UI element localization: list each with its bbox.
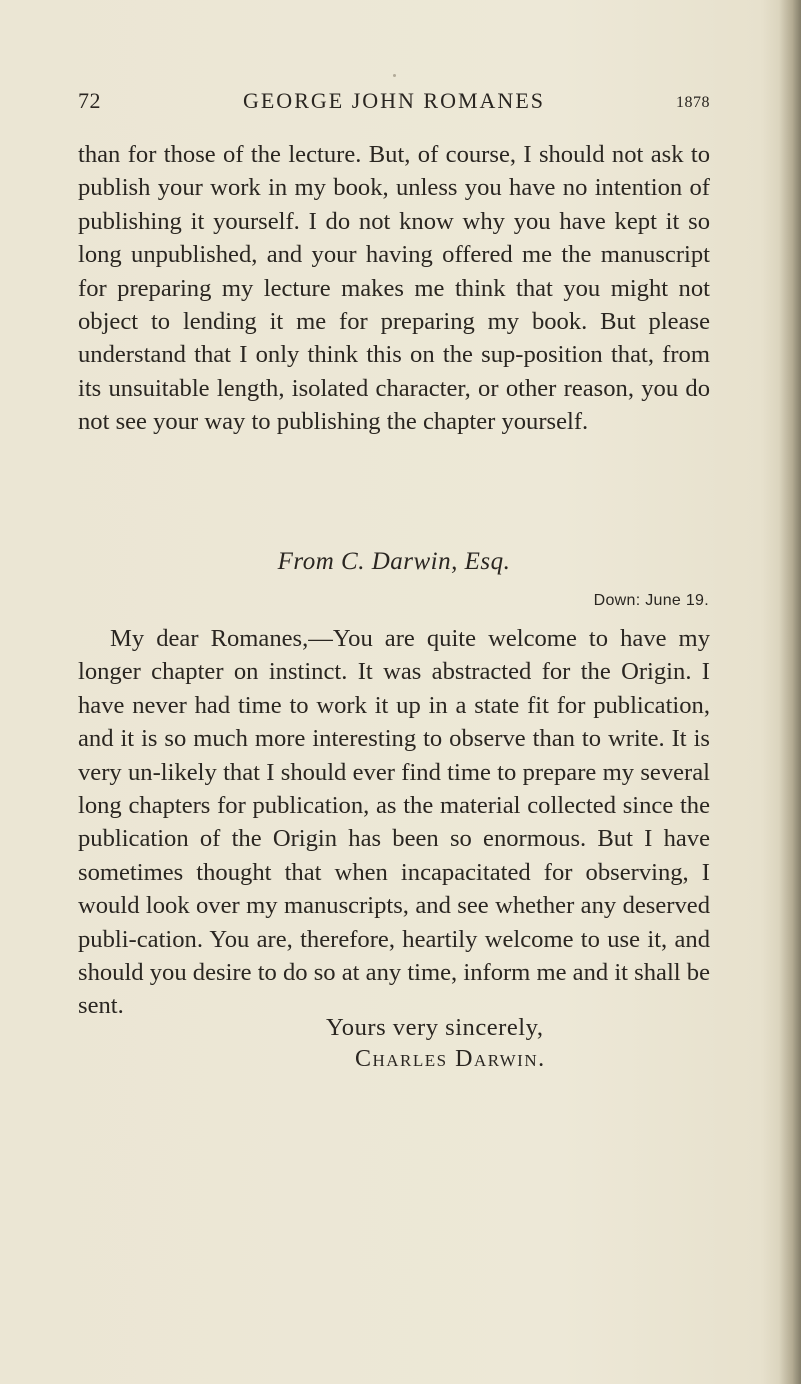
paragraph-continued bbox=[78, 138, 710, 439]
letter-closing: Yours very sincerely, bbox=[326, 1014, 544, 1041]
letter-heading: From C. Darwin, Esq. bbox=[277, 548, 511, 575]
paragraph-text: than for those of the lecture. But, of course, I should not ask to publish your work in my book, unless you have no intention of publishing it yourself. I do not know why you have kept it so long unpublished, and your having offered me the manuscript for preparing my lecture makes me think that you might not object to lending it me for preparing my book. But please understand that I only think this on the sup-position that, from its unsuitable length, isolated character, or other reason, you do not see your way to publishing the chapter yourself. bbox=[78, 141, 710, 436]
page-header bbox=[78, 88, 710, 118]
running-title: GEORGE JOHN ROMANES bbox=[242, 88, 545, 113]
letter-dateline: Down: June 19. bbox=[593, 592, 709, 609]
ink-speck bbox=[393, 74, 396, 77]
page-number: 72 bbox=[78, 88, 101, 113]
page-edge-shadow bbox=[779, 0, 801, 1384]
letter-signature: Charles Darwin. bbox=[355, 1046, 546, 1072]
letter-body bbox=[78, 622, 710, 1023]
letter-body-text: My dear Romanes,—You are quite welcome to have my longer chapter on instinct. It was abstracted for the Origin. I have never had time to work it up in a state fit for publication, and it is so much more interesting to observe than to write. It is very un-likely that I should ever find time to prepare my several long chapters for publication, as the material collected since the publication of the Origin has been so enormous. But I have sometimes thought that when incapacitated for observing, I would look over my manuscripts, and see whether any deserved publi-cation. You are, therefore, heartily welcome to use it, and should you desire to do so at any time, inform me and it shall be sent. bbox=[78, 625, 710, 1020]
header-year: 1878 bbox=[676, 94, 710, 111]
